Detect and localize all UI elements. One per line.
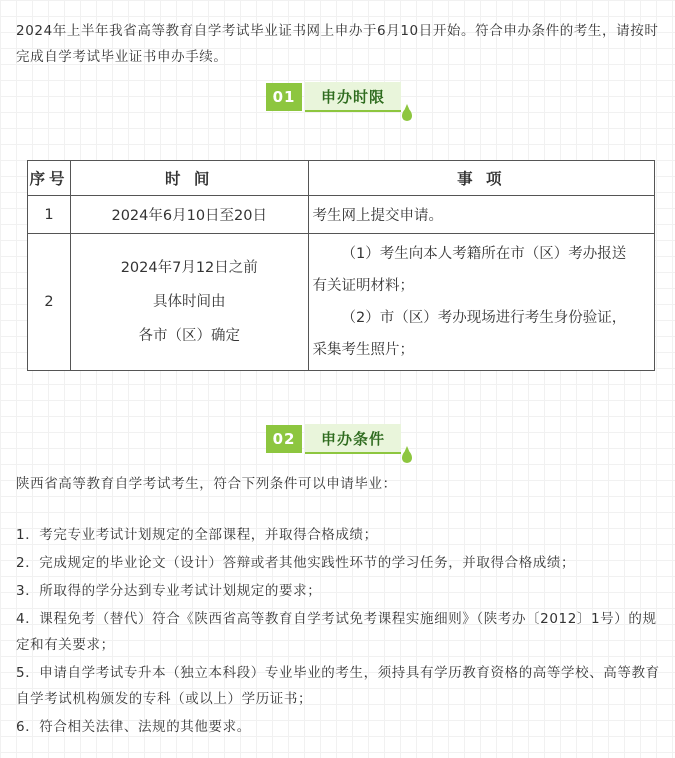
matter-paragraph: （2）市（区）考办现场进行考生身份验证，采集考生照片； [312,310,627,358]
list-item: 4．课程免考（替代）符合《陕西省高等教育自学考试免考课程实施细则》（陕考办〔2012〕1号）的规定和有关要求； [16,611,657,653]
list-item: 5．申请自学考试专升本（独立本科段）专业毕业的考生，须持具有学历教育资格的高等学校、高等教育自学考试机构颁发的专科（或以上）学历证书； [16,665,660,707]
list-item: 3．所取得的学分达到专业考试计划规定的要求； [16,583,322,599]
column-header-matter: 事 项 [308,161,654,196]
section-number-badge: 02 [266,425,302,453]
time-line: 具体时间由 [152,294,226,310]
cell-matter [308,234,654,371]
conditions-intro: 陕西省高等教育自学考试考生，符合下列条件可以申请毕业： [16,476,397,492]
column-header-no: 序号 [28,161,71,196]
schedule-table [27,160,655,371]
section-heading-conditions [266,419,401,459]
section-number-badge: 01 [266,83,302,111]
cell-time: 2024年6月10日至20日 [70,196,308,234]
water-drop-icon [402,109,412,121]
list-item: 1．考完专业考试计划规定的全部课程，并取得合格成绩； [16,527,378,543]
time-line: 各市（区）确定 [138,328,240,344]
cell-no: 2 [28,234,71,371]
section-title: 申办时限 [305,82,401,112]
cell-matter: 考生网上提交申请。 [308,196,654,234]
water-drop-icon [402,451,412,463]
intro-paragraph: 2024年上半年我省高等教育自学考试毕业证书网上申办于6月10日开始。符合申办条件的考生，请按时完成自学考试毕业证书申办手续。 [16,23,659,65]
cell-no: 1 [28,196,71,234]
list-item: 6．符合相关法律、法规的其他要求。 [16,719,251,735]
table-row [28,196,655,234]
time-line: 2024年7月12日之前 [120,260,258,276]
table-row [28,234,655,371]
conditions-list [16,522,662,740]
section-heading-deadline [266,77,401,117]
section-title: 申办条件 [305,424,401,454]
list-item: 2．完成规定的毕业论文（设计）答辩或者其他实践性环节的学习任务，并取得合格成绩； [16,555,576,571]
column-header-time: 时 间 [70,161,308,196]
cell-time [70,234,308,371]
matter-paragraph: （1）考生向本人考籍所在市（区）考办报送有关证明材料； [312,246,627,294]
table-header-row [28,161,655,196]
